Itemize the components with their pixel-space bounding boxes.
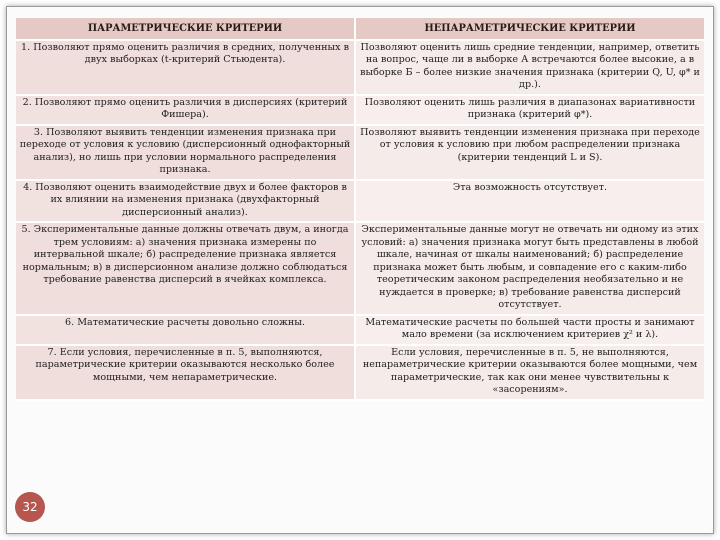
nonparametric-cell: Экспериментальные данные могут не отвечать ни одному из этих условий: а) значения признака могут быть представлены в любой шкале, начиная от шкалы наименований; б) распределение признака может быть любым, и совпадение его с каким-либо теоретическим законом распределения необязательно и не нуждается в проверке; в) требование равенства дисперсий отсутствует. [356,223,704,316]
table-header-row [16,18,704,41]
page-number-badge: 32 [15,492,45,522]
table-row [16,181,704,224]
nonparametric-cell: Позволяют оценить лишь средние тенденции, например, ответить на вопрос, чаще ли в выборке А встречаются более высокие, а в выборке Б – более низкие значения признака (критерии Q, U, φ* и др.). [356,41,704,96]
parametric-cell: 6. Математические расчеты довольно сложны. [16,316,356,346]
criteria-comparison-table [16,18,704,401]
parametric-cell: 4. Позволяют оценить взаимодействие двух и более факторов в их влиянии на изменения признака (двухфакторный дисперсионный анализ). [16,181,356,224]
header-nonparametric: НЕПАРАМЕТРИЧЕСКИЕ КРИТЕРИИ [356,18,704,41]
table-row [16,316,704,346]
parametric-cell: 3. Позволяют выявить тенденции изменения признака при переходе от условия к условию (дисперсионный однофакторный анализ), но лишь при условии нормального распределения признака. [16,126,356,181]
nonparametric-cell: Математические расчеты по большей части просты и занимают мало времени (за исключением критериев χ² и λ). [356,316,704,346]
parametric-cell: 1. Позволяют прямо оценить различия в средних, полученных в двух выборках (t-критерий Стьюдента). [16,41,356,96]
table-row [16,346,704,401]
table-row [16,96,704,126]
table-row [16,126,704,181]
nonparametric-cell: Позволяют выявить тенденции изменения признака при переходе от условия к условию при любом распределении признака (критерии тенденций L и S). [356,126,704,181]
table-row [16,41,704,96]
parametric-cell: 2. Позволяют прямо оценить различия в дисперсиях (критерий Фишера). [16,96,356,126]
table-row [16,223,704,316]
nonparametric-cell: Позволяют оценить лишь различия в диапазонах вариативности признака (критерий φ*). [356,96,704,126]
header-parametric: ПАРАМЕТРИЧЕСКИЕ КРИТЕРИИ [16,18,356,41]
nonparametric-cell: Если условия, перечисленные в п. 5, не выполняются, непараметрические критерии оказываются более мощными, чем параметрические, так как они менее чувствительны к «засорениям». [356,346,704,401]
parametric-cell: 5. Экспериментальные данные должны отвечать двум, а иногда трем условиям: а) значения признака измерены по интервальной шкале; б) распределение признака является нормальным; в) в дисперсионном анализе должно соблюдаться требование равенства дисперсий в ячейках комплекса. [16,223,356,316]
nonparametric-cell: Эта возможность отсутствует. [356,181,704,224]
parametric-cell: 7. Если условия, перечисленные в п. 5, выполняются, параметрические критерии оказываются несколько более мощными, чем непараметрические. [16,346,356,401]
